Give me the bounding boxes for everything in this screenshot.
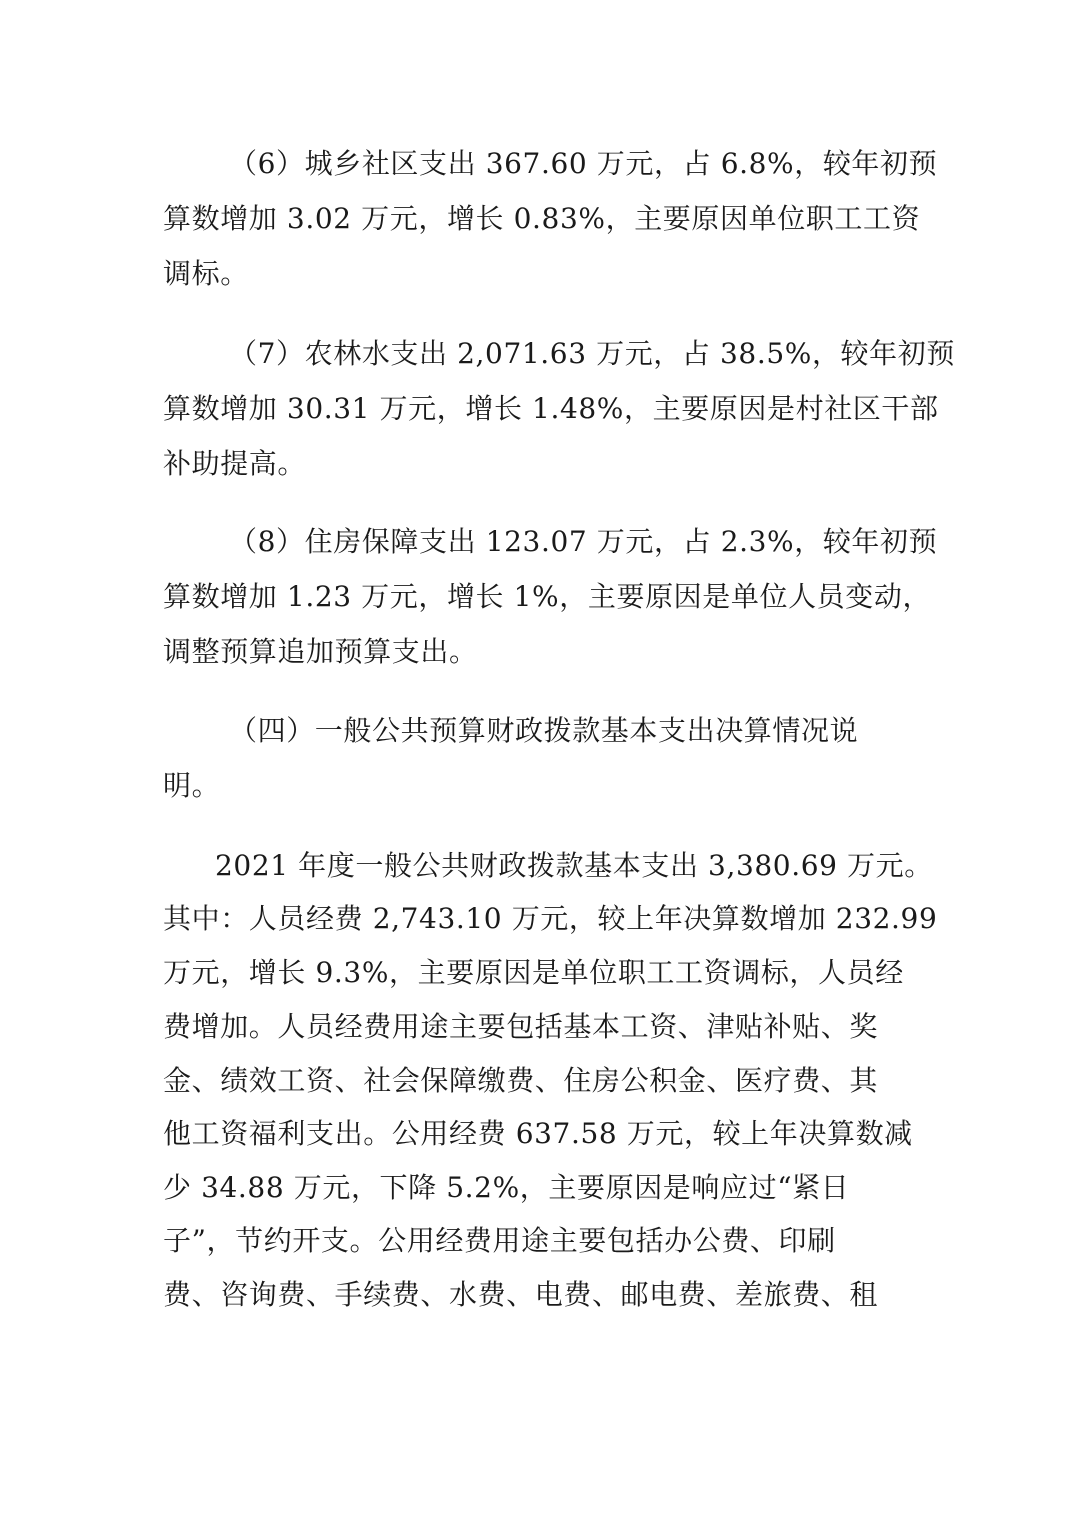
text-line: 调标。 — [163, 257, 249, 290]
text-line: （6）城乡社区支出 367.60 万元，占 6.8%，较年初预 — [229, 147, 938, 180]
text-line: 其中：人员经费 2,743.10 万元，较上年决算数增加 232.99 — [163, 902, 938, 935]
text-line: 他工资福利支出。公用经费 637.58 万元，较上年决算数减 — [163, 1117, 913, 1150]
text-line: 子”，节约开支。公用经费用途主要包括办公费、印刷 — [163, 1224, 836, 1257]
text-line: 算数增加 30.31 万元，增长 1.48%，主要原因是村社区干部 — [163, 392, 939, 425]
text-line: （7）农林水支出 2,071.63 万元，占 38.5%，较年初预 — [229, 337, 955, 370]
section-heading: 明。 — [163, 769, 221, 802]
text-line: 调整预算追加预算支出。 — [163, 635, 478, 668]
section-heading: （四）一般公共预算财政拨款基本支出决算情况说 — [229, 714, 859, 747]
text-line: 费、咨询费、手续费、水费、电费、邮电费、差旅费、租 — [163, 1278, 879, 1311]
text-line: 费增加。人员经费用途主要包括基本工资、津贴补贴、奖 — [163, 1010, 879, 1043]
text-line: 算数增加 3.02 万元，增长 0.83%，主要原因单位职工工资 — [163, 202, 921, 235]
text-line: 算数增加 1.23 万元，增长 1%，主要原因是单位人员变动， — [163, 580, 932, 613]
text-line: 2021 年度一般公共财政拨款基本支出 3,380.69 万元。 — [215, 849, 933, 882]
text-line: 万元，增长 9.3%，主要原因是单位职工工资调标，人员经 — [163, 956, 904, 989]
text-line: 补助提高。 — [163, 447, 307, 480]
text-line: 少 34.88 万元，下降 5.2%，主要原因是响应过“紧日 — [163, 1171, 850, 1204]
text-line: （8）住房保障支出 123.07 万元，占 2.3%，较年初预 — [229, 525, 938, 558]
text-line: 金、绩效工资、社会保障缴费、住房公积金、医疗费、其 — [163, 1064, 879, 1097]
